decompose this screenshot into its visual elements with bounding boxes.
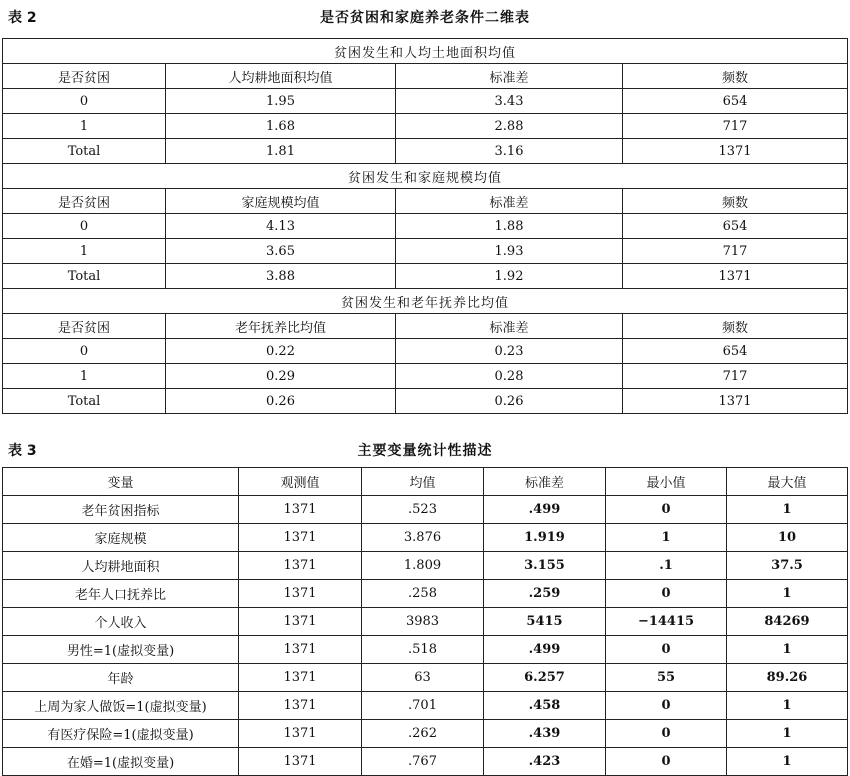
table-cell: 年龄 [3,664,239,692]
table-cell: 老年人口抚养比 [3,580,239,608]
table-cell: 1371 [239,664,362,692]
table-cell: 63 [362,664,484,692]
table-cell: 1371 [239,636,362,664]
table3-label: 表 3 [8,443,37,459]
table-cell: 1.68 [166,114,396,139]
table3 [2,467,848,776]
table-row [3,664,848,692]
table-cell: 3.88 [166,264,396,289]
table2-header-row [3,314,848,339]
table-cell: 0 [606,720,727,748]
table-cell: .423 [484,748,606,776]
table-cell: 3.16 [396,139,623,164]
table-cell: Total [3,264,166,289]
table-cell: 1371 [239,692,362,720]
table-cell: 个人收入 [3,608,239,636]
table-cell: .499 [484,636,606,664]
table-cell: 6.257 [484,664,606,692]
table-cell: 1.88 [396,214,623,239]
table-cell: 老年贫困指标 [3,496,239,524]
table-cell: 1371 [239,552,362,580]
table-row [3,608,848,636]
table2-caption [0,4,850,26]
table2-section-title-row [3,289,848,314]
table-cell: 5415 [484,608,606,636]
table2 [2,38,848,414]
table-row [3,692,848,720]
table-cell: 1.95 [166,89,396,114]
table-cell: 0.28 [396,364,623,389]
table2-header-cell: 人均耕地面积均值 [166,64,396,89]
table-cell: 1371 [239,748,362,776]
table-row [3,339,848,364]
table-cell: 717 [623,364,848,389]
table3-header-cell: 观测值 [239,468,362,496]
table-row [3,239,848,264]
table-cell: 1 [727,720,848,748]
table-cell: 37.5 [727,552,848,580]
table-row [3,264,848,289]
table-cell: 654 [623,214,848,239]
table-cell: 男性=1(虚拟变量) [3,636,239,664]
table-row [3,139,848,164]
table-row [3,552,848,580]
table-cell: 89.26 [727,664,848,692]
table-cell: 55 [606,664,727,692]
table-cell: 1.92 [396,264,623,289]
table-cell: 3.43 [396,89,623,114]
table-cell: 3.65 [166,239,396,264]
table-cell: 1.919 [484,524,606,552]
table2-header-row [3,189,848,214]
table-cell: 0 [606,636,727,664]
section-title: 贫困发生和家庭规模均值 [3,164,848,189]
table-row [3,524,848,552]
table-cell: 3.155 [484,552,606,580]
table-cell: 1 [3,114,166,139]
table-cell: 654 [623,339,848,364]
table2-label: 表 2 [8,10,37,26]
section-title: 贫困发生和人均土地面积均值 [3,39,848,64]
table-cell: .767 [362,748,484,776]
table-row [3,720,848,748]
table-cell: 654 [623,89,848,114]
table2-header-cell: 频数 [623,64,848,89]
table-cell: 3983 [362,608,484,636]
table-cell: 1 [727,496,848,524]
table-cell: 1371 [239,608,362,636]
table-cell: 0.23 [396,339,623,364]
section-title: 贫困发生和老年抚养比均值 [3,289,848,314]
table-cell: 1.809 [362,552,484,580]
table3-header-cell: 变量 [3,468,239,496]
table2-header-cell: 标准差 [396,189,623,214]
table-cell: 1 [606,524,727,552]
table-cell: 1 [3,239,166,264]
table-cell: 1371 [239,496,362,524]
table-cell: 0 [606,748,727,776]
table-cell: −14415 [606,608,727,636]
table-cell: 上周为家人做饭=1(虚拟变量) [3,692,239,720]
table-cell: 0 [606,496,727,524]
table-cell: 1 [727,580,848,608]
table-cell: Total [3,139,166,164]
table-cell: 0 [3,214,166,239]
table2-header-cell: 频数 [623,314,848,339]
table-cell: 10 [727,524,848,552]
table3-header-row [3,468,848,496]
table3-caption [0,437,850,459]
table-cell: 1371 [239,524,362,552]
table-cell: 717 [623,239,848,264]
table-cell: Total [3,389,166,414]
table-row [3,214,848,239]
table-cell: 0 [606,692,727,720]
table-cell: 1371 [623,264,848,289]
table2-header-cell: 标准差 [396,314,623,339]
table2-header-row [3,64,848,89]
table-cell: 1371 [623,389,848,414]
table3-title: 主要变量统计性描述 [357,443,493,459]
table-cell: .523 [362,496,484,524]
table-cell: 0 [606,580,727,608]
table-cell: .458 [484,692,606,720]
table-cell: 0.22 [166,339,396,364]
table-cell: 0.26 [396,389,623,414]
table-cell: 人均耕地面积 [3,552,239,580]
table-cell: 0 [3,339,166,364]
table-cell: 1.93 [396,239,623,264]
table-row [3,89,848,114]
table-cell: .499 [484,496,606,524]
table-cell: 在婚=1(虚拟变量) [3,748,239,776]
table-cell: .1 [606,552,727,580]
table2-title: 是否贫困和家庭养老条件二维表 [320,10,530,26]
table-cell: 0 [3,89,166,114]
table3-header-cell: 均值 [362,468,484,496]
table-cell: 3.876 [362,524,484,552]
table-cell: 家庭规模 [3,524,239,552]
table-cell: 1371 [623,139,848,164]
table2-section-title-row [3,39,848,64]
table-cell: 1 [3,364,166,389]
table-row [3,114,848,139]
table-cell: 1371 [239,720,362,748]
table-cell: .701 [362,692,484,720]
table-row [3,636,848,664]
table-cell: .439 [484,720,606,748]
table2-header-cell: 是否贫困 [3,64,166,89]
table-cell: 1 [727,692,848,720]
table3-header-cell: 最大值 [727,468,848,496]
table2-section-title-row [3,164,848,189]
table2-header-cell: 老年抚养比均值 [166,314,396,339]
table-cell: 1 [727,748,848,776]
table-cell: .262 [362,720,484,748]
table-cell: 2.88 [396,114,623,139]
table2-header-cell: 是否贫困 [3,314,166,339]
table-cell: .259 [484,580,606,608]
table-cell: 0.29 [166,364,396,389]
table-row [3,389,848,414]
table-cell: 1.81 [166,139,396,164]
table-row [3,364,848,389]
table-row [3,496,848,524]
table-cell: .518 [362,636,484,664]
table-cell: 有医疗保险=1(虚拟变量) [3,720,239,748]
table2-header-cell: 是否贫困 [3,189,166,214]
table-cell: 4.13 [166,214,396,239]
table2-header-cell: 频数 [623,189,848,214]
table2-header-cell: 标准差 [396,64,623,89]
table-cell: 84269 [727,608,848,636]
table3-header-cell: 标准差 [484,468,606,496]
table-cell: .258 [362,580,484,608]
table-cell: 1 [727,636,848,664]
table2-header-cell: 家庭规模均值 [166,189,396,214]
table-row [3,580,848,608]
table-cell: 717 [623,114,848,139]
table3-header-cell: 最小值 [606,468,727,496]
table-cell: 1371 [239,580,362,608]
table-cell: 0.26 [166,389,396,414]
